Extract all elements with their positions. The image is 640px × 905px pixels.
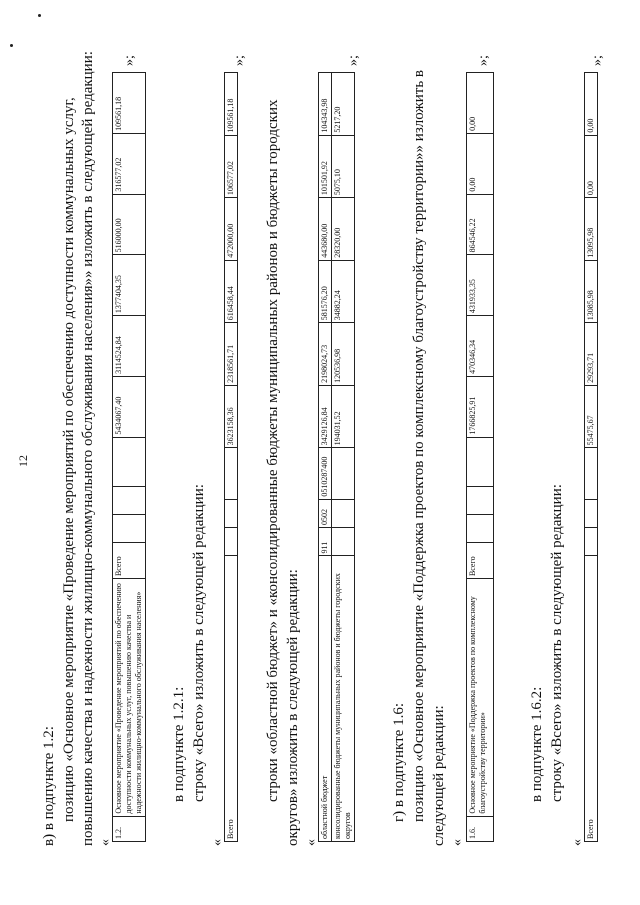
value-cell: 106577,02 [225, 135, 238, 198]
section-v-line2: повышению качества и надежности жилищно-коммунального обслуживания населения»» изложить в следующей редакции: [80, 51, 96, 846]
code-cell: 911 [319, 528, 332, 556]
open-quote: « [304, 839, 319, 846]
table-row [467, 73, 494, 842]
value-cell: 516000,00 [113, 194, 146, 255]
value-cell: 431933,35 [467, 255, 494, 316]
value-cell: 104343,98 [319, 73, 332, 136]
value-cell: 13085,98 [585, 260, 598, 323]
subsection-121-line1: строку «Всего» изложить в следующей редакции: [191, 484, 207, 802]
value-cell: 5217,20 [332, 73, 355, 136]
open-quote: « [450, 839, 465, 846]
value-cell: 2198024,73 [319, 323, 332, 386]
value-cell: 864546,22 [467, 194, 494, 255]
row-label: Всего [585, 556, 598, 842]
table-1-2-1-total [224, 72, 238, 842]
section-g-line1: позицию «Основное мероприятие «Поддержка проектов по комплексному благоустройству территории»» изложить в [411, 70, 427, 822]
value-cell: 0,00 [467, 73, 494, 134]
value-cell: 443680,00 [319, 198, 332, 261]
section-g-line2: следующей редакции: [431, 705, 447, 846]
value-cell: 581576,20 [319, 260, 332, 323]
table-row [113, 73, 146, 842]
subsection-121-heading: в подпункте 1.2.1: [171, 686, 187, 802]
value-cell: 109561,18 [113, 73, 146, 134]
table-1-6 [466, 72, 494, 842]
page-number: 12 [16, 455, 30, 467]
close-quote: »; [232, 55, 247, 66]
table-1-2-1-budgets [318, 72, 355, 842]
value-cell: 29293,71 [585, 323, 598, 386]
table-1-2 [112, 72, 146, 842]
row-label: областной бюджет [319, 556, 332, 842]
value-cell: 13095,98 [585, 198, 598, 261]
close-quote: »; [590, 55, 605, 66]
subsection-121b-line1: строки «областной бюджет» и «консолидированные бюджеты муниципальных районов и бюджеты городских [265, 99, 281, 802]
value-cell: 0,00 [585, 135, 598, 198]
subsection-162-line1: строку «Всего» изложить в следующей редакции: [549, 484, 565, 802]
row-number: 1.2. [113, 816, 146, 841]
value-cell: 101501,92 [319, 135, 332, 198]
value-cell: 1377404,35 [113, 255, 146, 316]
table-row [225, 73, 238, 842]
value-cell: 34882,24 [332, 260, 355, 323]
value-cell: 120536,98 [332, 323, 355, 386]
table-row [319, 73, 332, 842]
open-quote: « [570, 839, 585, 846]
value-cell: 0,00 [585, 73, 598, 136]
section-v-heading: в) в подпункте 1.2: [41, 726, 57, 846]
code-cell: 0510287400 [319, 448, 332, 499]
row-name: Основное мероприятие «Проведение мероприятий по обеспечению доступности коммунальных услуг, повышению качества и надежности жилищно-коммунального обслуживания населения» [113, 579, 146, 817]
subsection-121b-line2: округов» изложить в следующей редакции: [285, 569, 301, 846]
row-label: Всего [113, 542, 146, 578]
value-cell: 316577,02 [113, 133, 146, 194]
value-cell: 55475,67 [585, 385, 598, 448]
value-cell: 1766825,91 [467, 376, 494, 437]
close-quote: »; [346, 55, 361, 66]
row-label: Всего [467, 542, 494, 578]
value-cell: 0,00 [467, 133, 494, 194]
subsection-162-heading: в подпункте 1.6.2: [529, 686, 545, 802]
row-number: 1.6. [467, 816, 494, 841]
value-cell: 3429126,84 [319, 385, 332, 448]
rotated-content [10, 12, 630, 892]
value-cell: 470346,34 [467, 316, 494, 377]
value-cell: 616458,44 [225, 260, 238, 323]
row-name: Основное мероприятие «Поддержка проектов по комплексному благоустройству территории» [467, 579, 494, 817]
value-cell: 28320,00 [332, 198, 355, 261]
open-quote: « [98, 839, 113, 846]
value-cell: 109561,18 [225, 73, 238, 136]
value-cell: 3114524,84 [113, 316, 146, 377]
table-row [585, 73, 598, 842]
close-quote: »; [476, 55, 491, 66]
value-cell: 472000,00 [225, 198, 238, 261]
open-quote: « [210, 839, 225, 846]
value-cell: 194031,52 [332, 385, 355, 448]
row-label: Всего [225, 556, 238, 842]
close-quote: »; [122, 55, 137, 66]
value-cell: 2318561,71 [225, 323, 238, 386]
value-cell: 5434067,40 [113, 376, 146, 437]
section-v-line1: позицию «Основное мероприятие «Проведение мероприятий по обеспечению доступности коммунальных услуг, [61, 97, 77, 822]
code-cell: 0502 [319, 499, 332, 527]
value-cell: 3623158,36 [225, 385, 238, 448]
row-label: консолидированные бюджеты муниципальных районов и бюджеты городских округов [332, 556, 355, 842]
table-1-6-2-total [584, 72, 598, 842]
table-row [332, 73, 355, 842]
section-g-heading: г) в подпункте 1.6: [391, 703, 407, 822]
value-cell: 5075,10 [332, 135, 355, 198]
